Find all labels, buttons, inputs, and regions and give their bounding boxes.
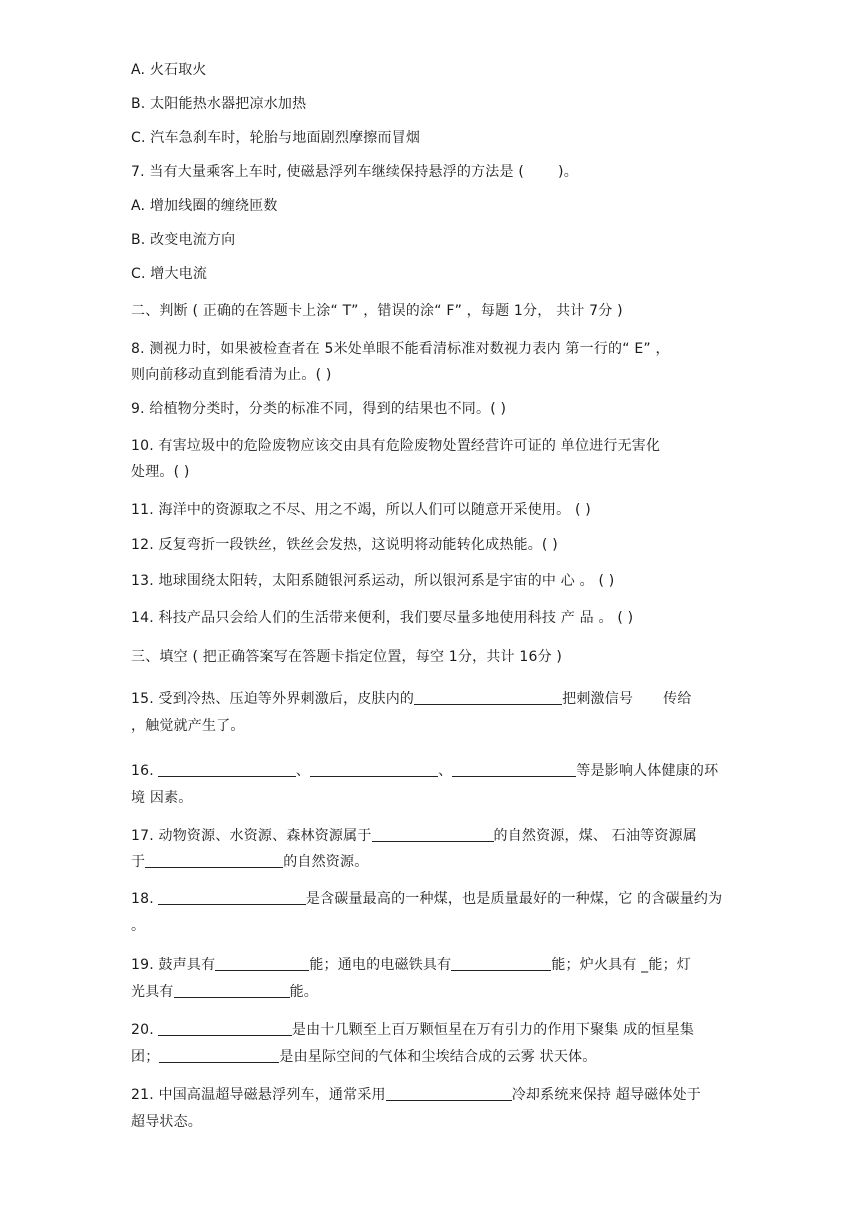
q7-option-a: A. 增加线圈的缠绕匝数 [131, 198, 278, 214]
q17-blank-2 [145, 853, 283, 868]
q17-suffix: 的自然资源，煤、 石油等资源属 [493, 828, 697, 844]
q20-line2-suffix: 是由星际空间的气体和尘埃结合成的云雾 状天体。 [279, 1049, 597, 1065]
q20-line2 [131, 1047, 596, 1067]
q17-line2-prefix: 于 [131, 854, 146, 870]
q17-prefix: 17. 动物资源、水资源、森林资源属于 [131, 828, 372, 844]
q21-line1 [131, 1085, 701, 1105]
q20-blank-2 [159, 1048, 279, 1063]
q16-blank-3 [452, 762, 576, 777]
q19-line1 [131, 955, 691, 975]
q20-prefix: 20. [131, 1022, 154, 1038]
q11: 11. 海洋中的资源取之不尽、用之不竭，所以人们可以随意开采使用。 ( ) [131, 502, 591, 518]
q19-line2 [131, 982, 318, 1002]
q7-option-c: C. 增大电流 [131, 266, 208, 282]
q20-suffix: 是由十几颗至上百万颗恒星在万有引力的作用下聚集 成的恒星集 [291, 1022, 695, 1038]
q21-line2: 超导状态。 [131, 1114, 202, 1130]
q18-prefix: 18. [131, 891, 154, 907]
q20-line1 [131, 1020, 694, 1040]
q15-prefix: 15. 受到冷热、压迫等外界刺激后，皮肤内的 [131, 691, 415, 707]
q16-line2: 境 因素。 [131, 790, 193, 806]
q15-line2: ，触觉就产生了。 [131, 718, 245, 734]
q19-mid1: 能；通电的电磁铁具有 [309, 957, 452, 973]
q19-line2-suffix: 能。 [289, 984, 319, 1000]
q10-line1: 10. 有害垃圾中的危险废物应该交由具有危险废物处置经营许可证的 单位进行无害化 [131, 438, 661, 454]
q17-line2 [131, 852, 368, 872]
q18-line2: 。 [131, 918, 146, 934]
q12: 12. 反复弯折一段铁丝，铁丝会发热，这说明将动能转化成热能。( ) [131, 537, 558, 553]
q17-blank-1 [372, 827, 494, 842]
q7-stem [131, 162, 578, 182]
q7-option-b: B. 改变电流方向 [131, 232, 236, 248]
q16-line1 [131, 761, 718, 781]
q8-line2: 则向前移动直到能看清为止。( ) [131, 367, 332, 383]
q19-prefix: 19. 鼓声具有 [131, 957, 216, 973]
q13: 13. 地球围绕太阳转，太阳系随银河系运动，所以银河系是宇宙的中 心 。 ( ) [131, 573, 615, 589]
q14: 14. 科技产品只会给人们的生活带来便利，我们要尽量多地使用科技 产 品 。 ( ) [131, 610, 634, 626]
q18-suffix: 是含碳量最高的一种煤，也是质量最好的一种煤，它 的含碳量约为 [305, 891, 723, 907]
q17-line1 [131, 826, 697, 846]
q16-suffix: 等是影响人体健康的环 [576, 763, 719, 779]
q6-option-b: B. 太阳能热水器把凉水加热 [131, 96, 307, 112]
q16-blank-2 [310, 762, 438, 777]
q17-line2-suffix: 的自然资源。 [283, 854, 369, 870]
q10-line2: 处理。( ) [131, 464, 190, 480]
q6-option-a: A. 火石取火 [131, 62, 207, 78]
q15-mid: 把刺激信号 [562, 691, 634, 707]
q21-prefix: 21. 中国高温超导磁悬浮列车，通常采用 [131, 1087, 386, 1103]
q20-blank-1 [158, 1021, 292, 1036]
q21-blank [386, 1086, 512, 1101]
q19-mid2: 能；炉火具有 _能；灯 [551, 957, 691, 973]
q19-blank-4 [174, 983, 290, 998]
q18-line1 [131, 889, 722, 909]
q19-line2-prefix: 光具有 [131, 984, 174, 1000]
q8-line1: 8. 测视力时，如果被检查者在 5米处单眼不能看清标准对数视力表内 第一行的“ E” ， [131, 341, 670, 357]
q20-line2-prefix: 团； [131, 1049, 160, 1065]
q16-prefix: 16. [131, 763, 154, 779]
q16-blank-1 [158, 762, 296, 777]
q16-sep2: 、 [438, 763, 453, 779]
q16-sep1: 、 [295, 763, 311, 779]
q15-blank [414, 690, 562, 705]
q7-stem-text: 7. 当有大量乘客上车时, 使磁悬浮列车继续保持悬浮的方法是 ( [131, 164, 525, 180]
q18-blank [158, 890, 306, 905]
q9: 9. 给植物分类时，分类的标准不同，得到的结果也不同。( ) [131, 401, 507, 417]
q21-suffix: 冷却系统来保持 超导磁体处于 [511, 1087, 701, 1103]
q19-blank-1 [215, 956, 309, 971]
section2-heading: 二、判断 ( 正确的在答题卡上涂“ T” ，错误的涂“ F” ，每题 1分， 共计 7分 ) [131, 303, 623, 319]
q15-line1 [131, 689, 692, 709]
q6-option-c: C. 汽车急刹车时，轮胎与地面剧烈摩擦而冒烟 [131, 130, 421, 146]
q19-blank-2 [451, 956, 551, 971]
q7-stem-end: )。 [558, 164, 578, 180]
section3-heading: 三、填空 ( 把正确答案写在答题卡指定位置，每空 1分，共计 16分 ) [131, 649, 563, 665]
q15-end: 传给 [663, 691, 692, 707]
